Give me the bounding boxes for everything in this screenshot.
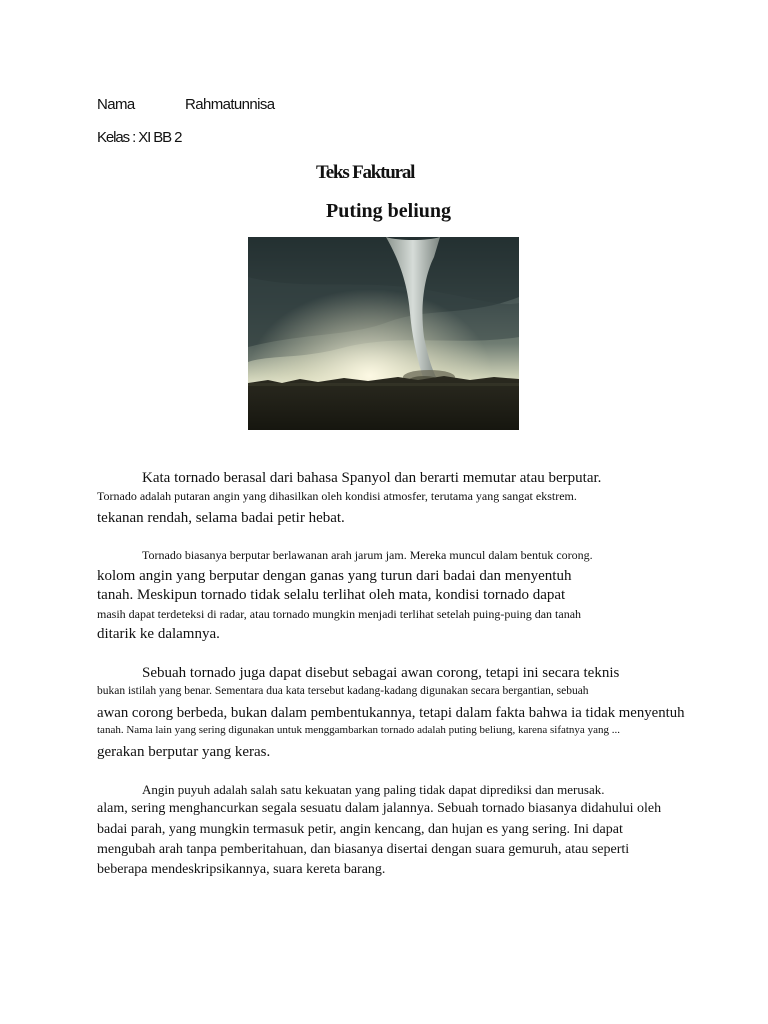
paragraph-4-line-1: Angin puyuh adalah salah satu kekuatan yang paling tidak dapat diprediksi dan merusak. [142,782,605,797]
paragraph-2-line-3: tanah. Meskipun tornado tidak selalu terlihat oleh mata, kondisi tornado dapat [97,587,566,603]
name-value: Rahmatunnisa [185,96,275,113]
paragraph-1-line-3: tekanan rendah, selama badai petir hebat. [97,510,345,526]
class-line: Kelas : XI BB 2 [97,129,182,146]
paragraph-3-line-3: awan corong berbeda, bukan dalam pembentukannya, tetapi dalam fakta bahwa ia tidak menyentuh [97,705,685,721]
paragraph-1-line-2: Tornado adalah putaran angin yang dihasilkan oleh kondisi atmosfer, terutama yang sangat ekstrem. [97,489,577,503]
paragraph-4-line-2: alam, sering menghancurkan segala sesuatu dalam jalannya. Sebuah tornado biasanya didahului oleh [97,801,662,816]
document-title: Teks Faktural [316,162,415,183]
paragraph-4-line-4: mengubah arah tanpa pemberitahuan, dan biasanya disertai dengan suara gemuruh, atau seperti [97,842,630,857]
paragraph-2-line-4: masih dapat terdeteksi di radar, atau tornado mungkin menjadi terlihat setelah puing-puing dan tanah [97,607,582,621]
paragraph-1-line-1: Kata tornado berasal dari bahasa Spanyol dan berarti memutar atau berputar. [142,470,602,486]
paragraph-2-line-2: kolom angin yang berputar dengan ganas yang turun dari badai dan menyentuh [97,568,572,584]
paragraph-3-line-4: tanah. Nama lain yang sering digunakan untuk menggambarkan tornado adalah puting beliung, karena sifatnya yang ... [97,724,620,736]
tornado-photo [248,237,519,430]
paragraph-3-line-5: gerakan berputar yang keras. [97,744,271,760]
name-label: Nama [97,96,135,113]
document-subtitle: Puting beliung [326,200,452,222]
paragraph-3-line-2: bukan istilah yang benar. Sementara dua kata tersebut kadang-kadang digunakan secara bergantian, sebuah [97,685,589,697]
paragraph-4-line-3: badai parah, yang mungkin termasuk petir, angin kencang, dan hujan es yang sering. Ini dapat [97,822,623,837]
paragraph-2-line-5: ditarik ke dalamnya. [97,626,220,642]
paragraph-4-line-5: beberapa mendeskripsikannya, suara kereta barang. [97,862,386,877]
paragraph-3-line-1: Sebuah tornado juga dapat disebut sebagai awan corong, tetapi ini secara teknis [142,665,620,681]
paragraph-2-line-1: Tornado biasanya berputar berlawanan arah jarum jam. Mereka muncul dalam bentuk corong. [142,548,593,562]
